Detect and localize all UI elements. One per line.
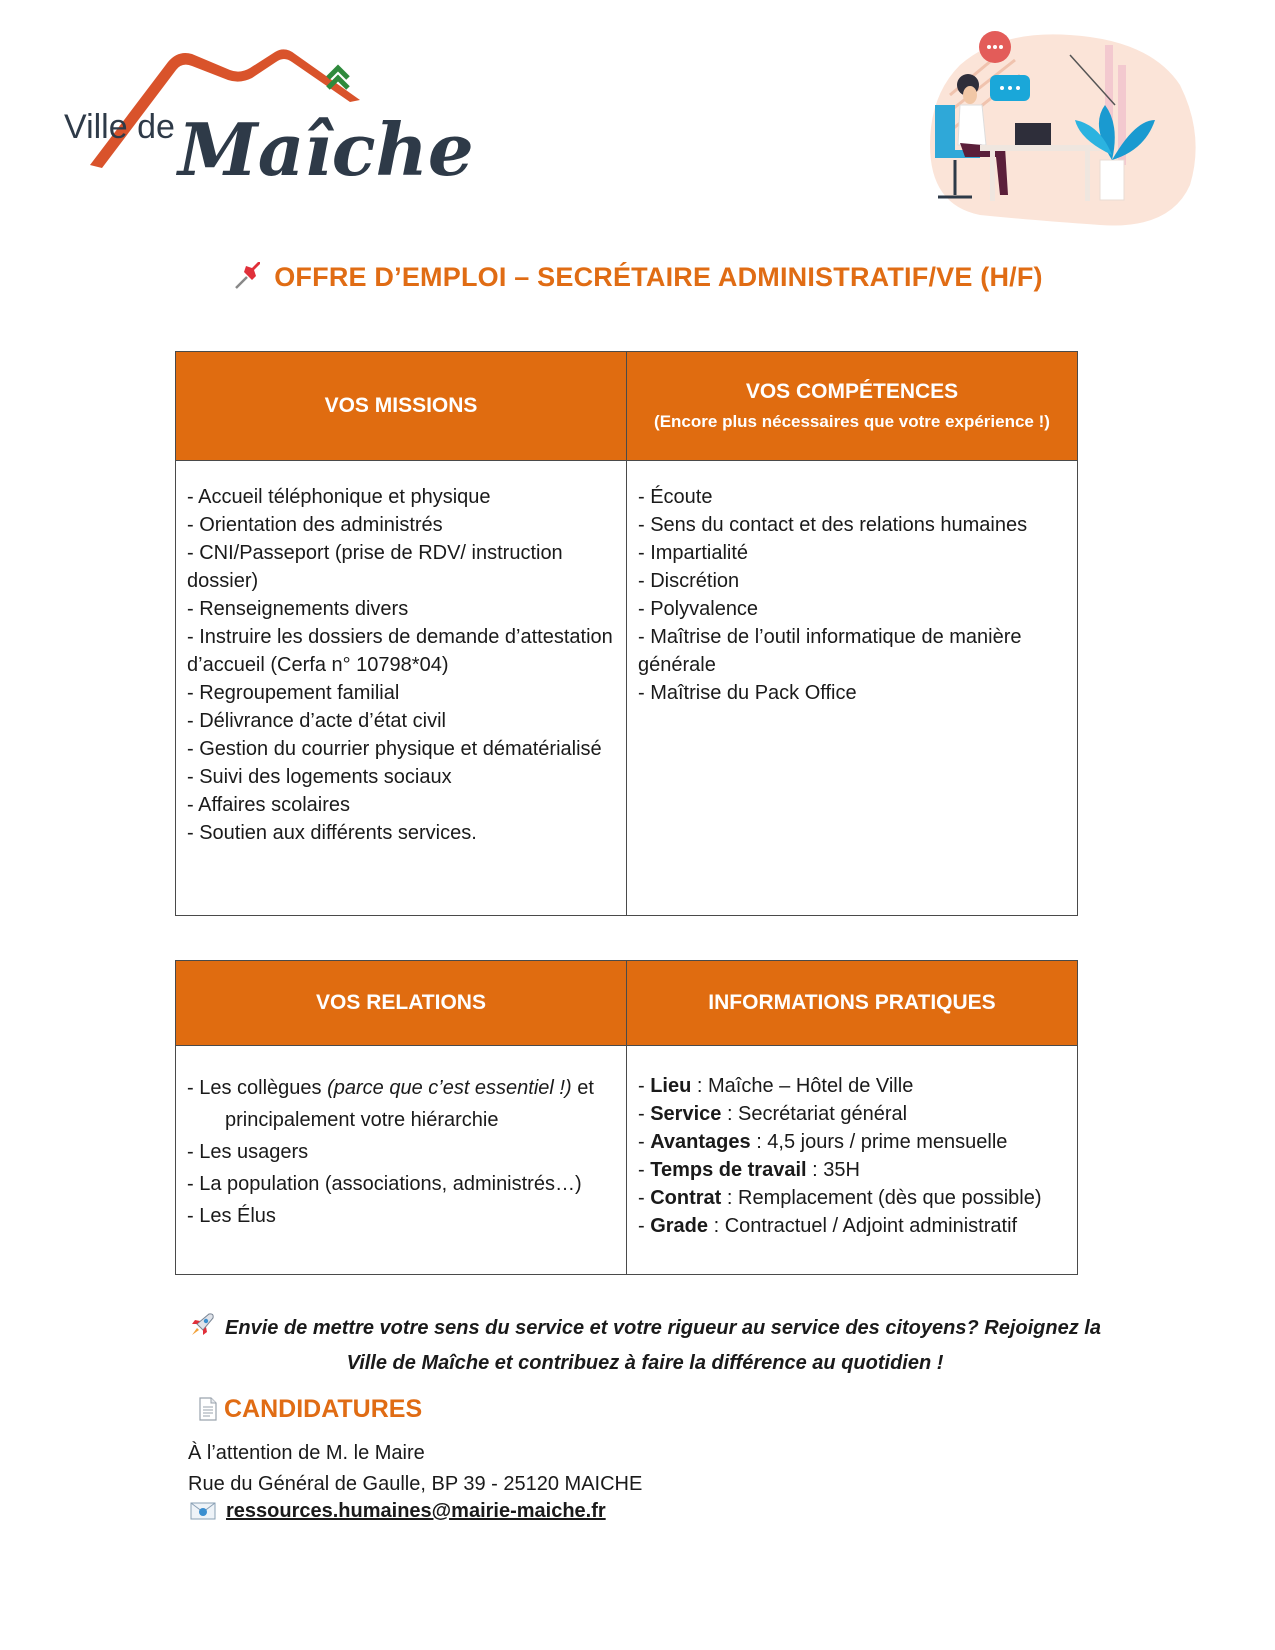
info-value: : Remplacement (dès que possible) [721,1187,1042,1209]
list-item [638,1184,1066,1212]
info-value: : 4,5 jours / prime mensuelle [750,1131,1008,1153]
competences-list [638,483,1066,707]
email-link[interactable]: ressources.humaines@mairie-maiche.fr [226,1500,606,1522]
list-item: - Maîtrise de l’outil informatique de manière générale [638,626,1022,676]
info-prefix: - [638,1131,651,1153]
list-item: - Délivrance d’acte d’état civil [187,710,446,732]
info-label: Service [650,1103,722,1125]
page-title-text: OFFRE D’EMPLOI – SECRÉTAIRE ADMINISTRATIF/VE (H/F) [274,262,1043,292]
relations-item-text: et [571,1077,594,1099]
list-item: - Affaires scolaires [187,794,351,816]
info-prefix: - [638,1075,651,1097]
info-value: : Maîche – Hôtel de Ville [691,1075,914,1097]
infos-header [627,961,1078,1046]
infos-header-text: INFORMATIONS PRATIQUES [708,991,996,1014]
info-label: Avantages [650,1131,751,1153]
list-item: - Gestion du courrier physique et dématérialisé [187,738,602,760]
document-icon [198,1397,218,1428]
list-item [638,1212,1066,1240]
missions-header [176,352,627,461]
list-item: - Accueil téléphonique et physique [187,486,491,508]
list-item: - Instruire les dossiers de demande d’attestation d’accueil (Cerfa n° 10798*04) [187,626,613,676]
info-prefix: - [638,1159,651,1181]
info-label: Grade [650,1215,709,1237]
info-value: : Secrétariat général [721,1103,908,1125]
competences-header-text: VOS COMPÉTENCES [745,380,959,403]
list-item: - Discrétion [638,570,740,592]
relations-header [176,961,627,1046]
list-item: - Les Élus [187,1205,276,1227]
list-item: - Sens du contact et des relations humaines [638,514,1028,536]
logo-name: Maîche [178,107,474,190]
list-item [638,1156,1066,1184]
postal-address [188,1438,642,1500]
list-item: - Orientation des administrés [187,514,443,536]
list-item: - Soutien aux différents services. [187,822,477,844]
address-line2: Rue du Général de Gaulle, BP 39 - 25120 MAICHE [188,1473,643,1495]
email-line [190,1500,606,1526]
list-item [638,1128,1066,1156]
info-prefix: - [638,1215,651,1237]
relations-infos-table [175,960,1078,1275]
infos-cell [627,1046,1078,1275]
infos-list [638,1072,1066,1240]
list-item: - CNI/Passeport (prise de RDV/ instruction dossier) [187,542,563,592]
competences-subheader: (Encore plus nécessaires que votre expérience !) [654,412,1050,431]
list-item: - Regroupement familial [187,682,400,704]
info-label: Contrat [650,1187,722,1209]
competences-header [627,352,1078,461]
list-item: - Polyvalence [638,598,759,620]
list-item: - Maîtrise du Pack Office [638,682,857,704]
rocket-icon [189,1312,215,1348]
closing-message [185,1312,1105,1379]
woman-working-at-laptop-illustration [920,25,1210,240]
page-title [0,258,1275,299]
relations-list [187,1072,615,1232]
closing-line2: Ville de Maîche et contribuez à faire la différence au quotidien ! [346,1352,944,1374]
logo-prefix: Ville de [64,108,175,146]
list-item [638,1072,1066,1100]
relations-header-text: VOS RELATIONS [316,991,486,1014]
list-item: - Impartialité [638,542,749,564]
info-label: Temps de travail [650,1159,807,1181]
list-item [187,1072,615,1136]
pushpin-icon [232,258,266,299]
ville-de-maiche-logo [60,40,480,190]
list-item: - Suivi des logements sociaux [187,766,452,788]
candidatures-heading [198,1395,422,1428]
relations-item-text: - Les collègues [187,1077,328,1099]
competences-cell [627,461,1078,916]
list-item: - Les usagers [187,1141,309,1163]
relations-cell [176,1046,627,1275]
missions-cell [176,461,627,916]
info-prefix: - [638,1103,651,1125]
address-line1: À l’attention de M. le Maire [188,1442,425,1464]
list-item: - Écoute [638,486,713,508]
relations-item-italic: (parce que c’est essentiel !) [327,1077,572,1099]
missions-header-text: VOS MISSIONS [324,394,478,417]
list-item [638,1100,1066,1128]
missions-list [187,483,615,847]
info-label: Lieu [650,1075,692,1097]
info-value: : 35H [806,1159,860,1181]
candidatures-title: CANDIDATURES [224,1395,423,1423]
envelope-icon [190,1502,216,1526]
relations-item-text: principalement votre hiérarchie [225,1109,499,1131]
list-item: - Renseignements divers [187,598,409,620]
closing-line1: Envie de mettre votre sens du service et votre rigueur au service des citoyens? Rejoignez la [225,1317,1101,1339]
list-item: - La population (associations, administrés…) [187,1173,582,1195]
info-prefix: - [638,1187,651,1209]
missions-competences-table [175,351,1078,916]
info-value: : Contractuel / Adjoint administratif [708,1215,1018,1237]
